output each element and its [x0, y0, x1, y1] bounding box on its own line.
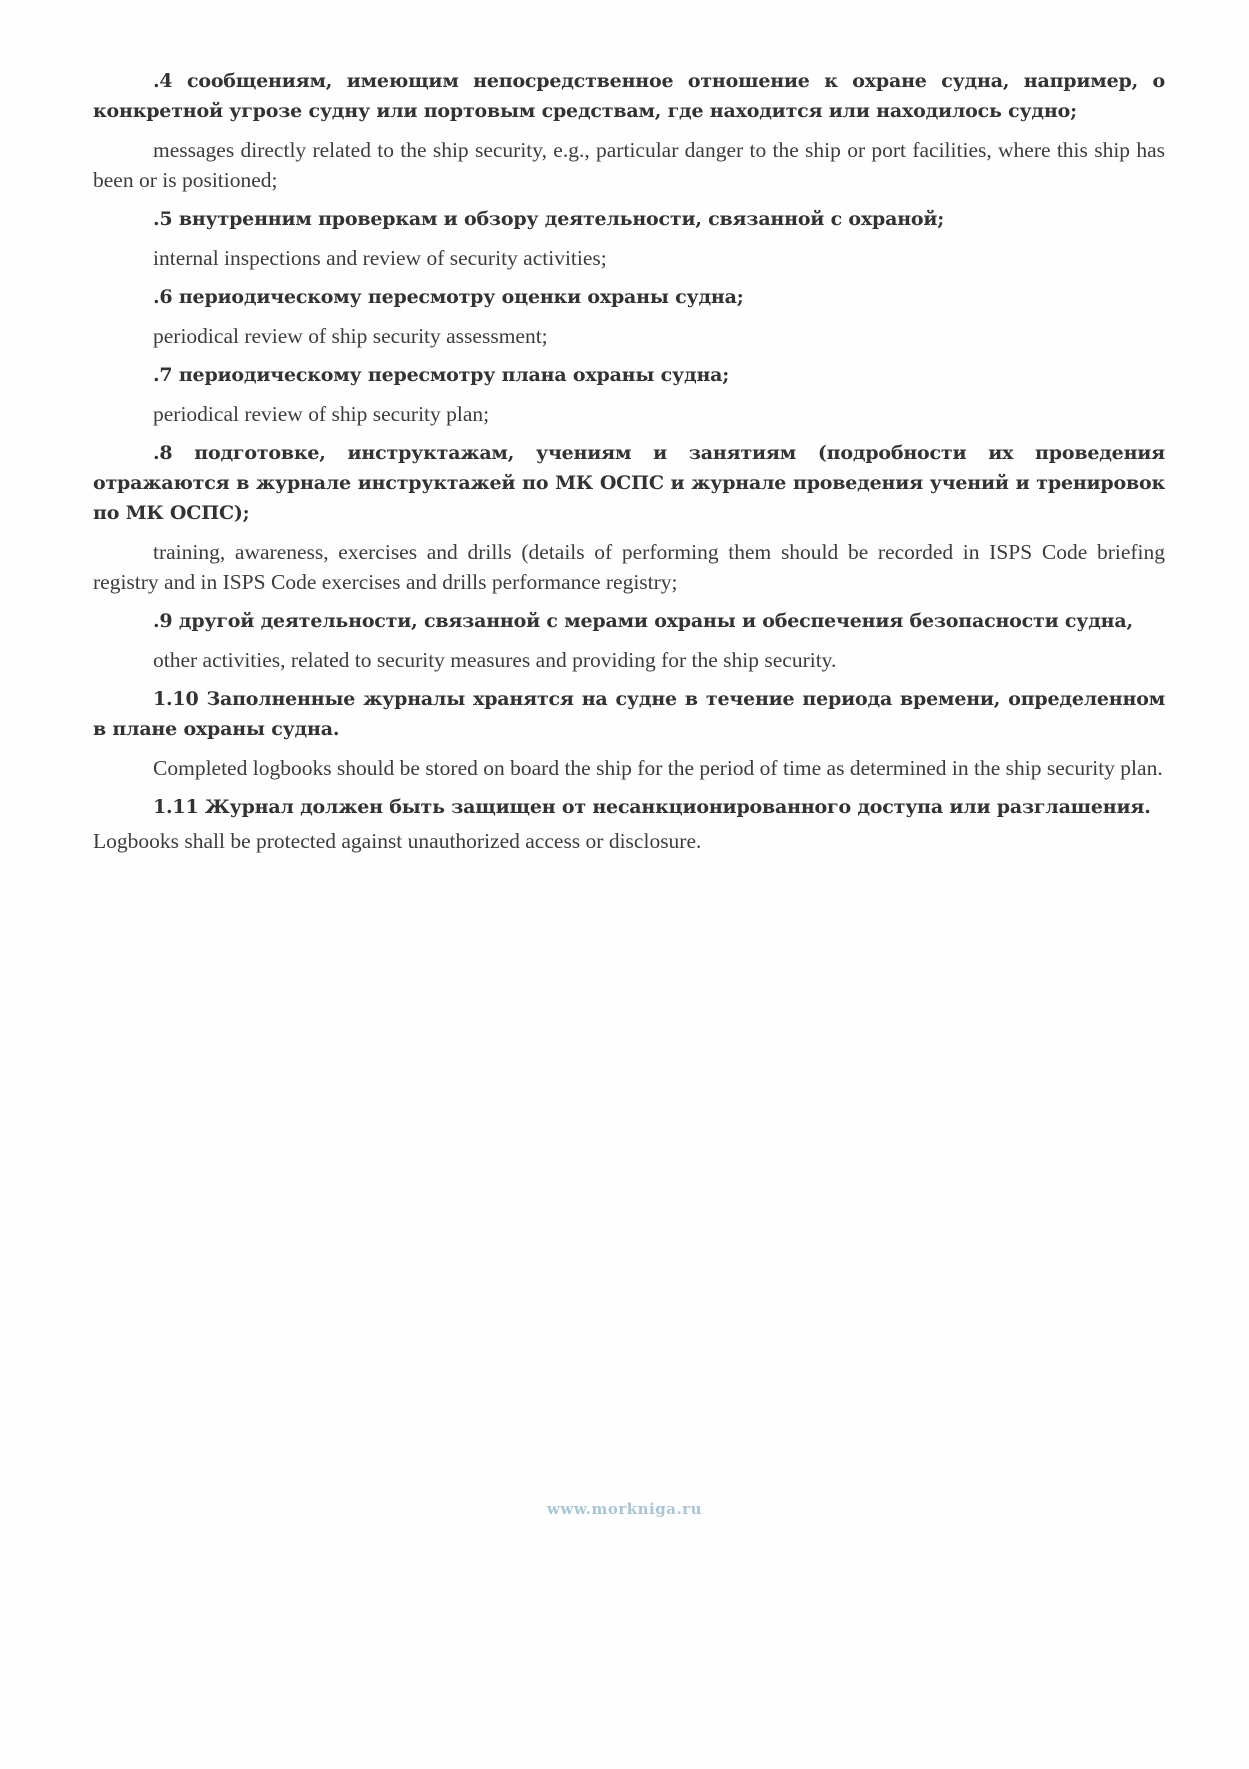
paragraph-1-10-en: Completed logbooks should be stored on board the ship for the period of time as determined in the ship security plan.: [153, 756, 1163, 780]
document-body: [93, 66, 1165, 865]
paragraph-7-en: periodical review of ship security plan;: [153, 402, 490, 426]
paragraph-8-en: training, awareness, exercises and drills (details of performing them should be recorded in ISPS Code briefing registry and in ISPS Code exercises and drills performance registry;: [93, 540, 1165, 594]
paragraph-4-en: messages directly related to the ship security, e.g., particular danger to the ship or port facilities, where this ship has been or is positioned;: [93, 138, 1165, 192]
paragraph-7-ru: .7 периодическому пересмотру плана охраны судна;: [153, 364, 730, 386]
paragraph-4-ru: .4 сообщениям, имеющим непосредственное отношение к охране судна, например, о конкретной угрозе судну или портовым средствам, где находится или находилось судно;: [93, 70, 1165, 122]
paragraph-1-10-ru: 1.10 Заполненные журналы хранятся на судне в течение периода времени, определенном в плане охраны судна.: [93, 688, 1165, 740]
paragraph-5-ru: .5 внутренним проверкам и обзору деятельности, связанной с охраной;: [153, 208, 945, 230]
paragraph-1-11-ru: 1.11 Журнал должен быть защищен от несанкционированного доступа или разглашения.: [153, 796, 1151, 818]
watermark-url: www.morkniga.ru: [547, 1500, 702, 1518]
paragraph-1-11-en: Logbooks shall be protected against unauthorized access or disclosure.: [93, 829, 702, 853]
paragraph-8-ru: .8 подготовке, инструктажам, учениям и занятиям (подробности их проведения отражаются в журнале инструктажей по МК ОСПС и журнале проведения учений и тренировок по МК ОСПС);: [93, 442, 1165, 524]
paragraph-6-ru: .6 периодическому пересмотру оценки охраны судна;: [153, 286, 744, 308]
paragraph-9-en: other activities, related to security measures and providing for the ship security.: [153, 648, 837, 672]
paragraph-9-ru: .9 другой деятельности, связанной с мерами охраны и обеспечения безопасности судна,: [153, 610, 1133, 632]
paragraph-5-en: internal inspections and review of security activities;: [153, 246, 607, 270]
paragraph-6-en: periodical review of ship security assessment;: [153, 324, 548, 348]
